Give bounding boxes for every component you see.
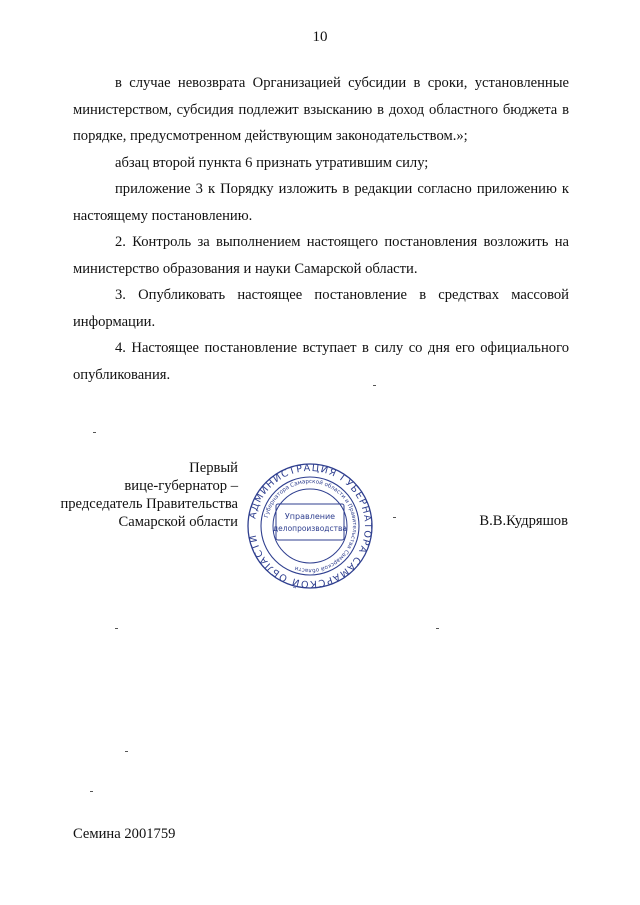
scan-speck — [373, 385, 376, 386]
signatory-title — [60, 459, 238, 531]
paragraph-revoke-clause: абзац второй пункта 6 признать утратившим силу; — [115, 154, 429, 171]
signatory-title-line: Первый — [189, 460, 238, 476]
signatory-title-line: председатель Правительства — [60, 496, 238, 512]
signatory-title-line: вице-губернатор – — [124, 478, 238, 494]
seal-center-line2: делопроизводства — [272, 524, 348, 533]
scan-speck — [115, 628, 118, 629]
scan-speck — [393, 517, 396, 518]
paragraph-item-3: 3. Опубликовать настоящее постановление в средствах массовой информации. — [73, 287, 569, 330]
seal-center-line1: Управление — [284, 512, 336, 521]
seal-outer-text: АДМИНИСТРАЦИЯ ГУБЕРНАТОРА САМАРСКОЙ ОБЛАСТИ — [247, 462, 374, 590]
paragraph-appendix-clause: приложение 3 к Порядку изложить в редакции согласно приложению к настоящему постановлению. — [73, 181, 569, 224]
scan-speck — [93, 432, 96, 433]
signatory-name: В.В.Кудряшов — [479, 513, 568, 529]
official-seal-stamp — [246, 462, 374, 590]
scan-speck — [436, 628, 439, 629]
paragraph-item-2: 2. Контроль за выполнением настоящего постановления возложить на министерство образования и науки Самарской области. — [73, 234, 569, 277]
signatory-title-line: Самарской области — [118, 514, 238, 530]
document-body — [73, 70, 569, 388]
scan-speck — [125, 751, 128, 752]
executor-code: Семина 2001759 — [73, 826, 176, 842]
seal-inner-text: Губернатора Самарской области и Правительства Самарской области — [263, 478, 358, 574]
paragraph-refund-clause: в случае невозврата Организацией субсидии в сроки, установленные министерством, субсидия подлежит взысканию в доход областного бюджета в порядке, предусмотренном действующим законодательством.»; — [73, 75, 569, 144]
paragraph-item-4: 4. Настоящее постановление вступает в силу со дня его официального опубликования. — [73, 340, 569, 383]
page-number: 10 — [312, 29, 328, 45]
scan-speck — [90, 791, 93, 792]
